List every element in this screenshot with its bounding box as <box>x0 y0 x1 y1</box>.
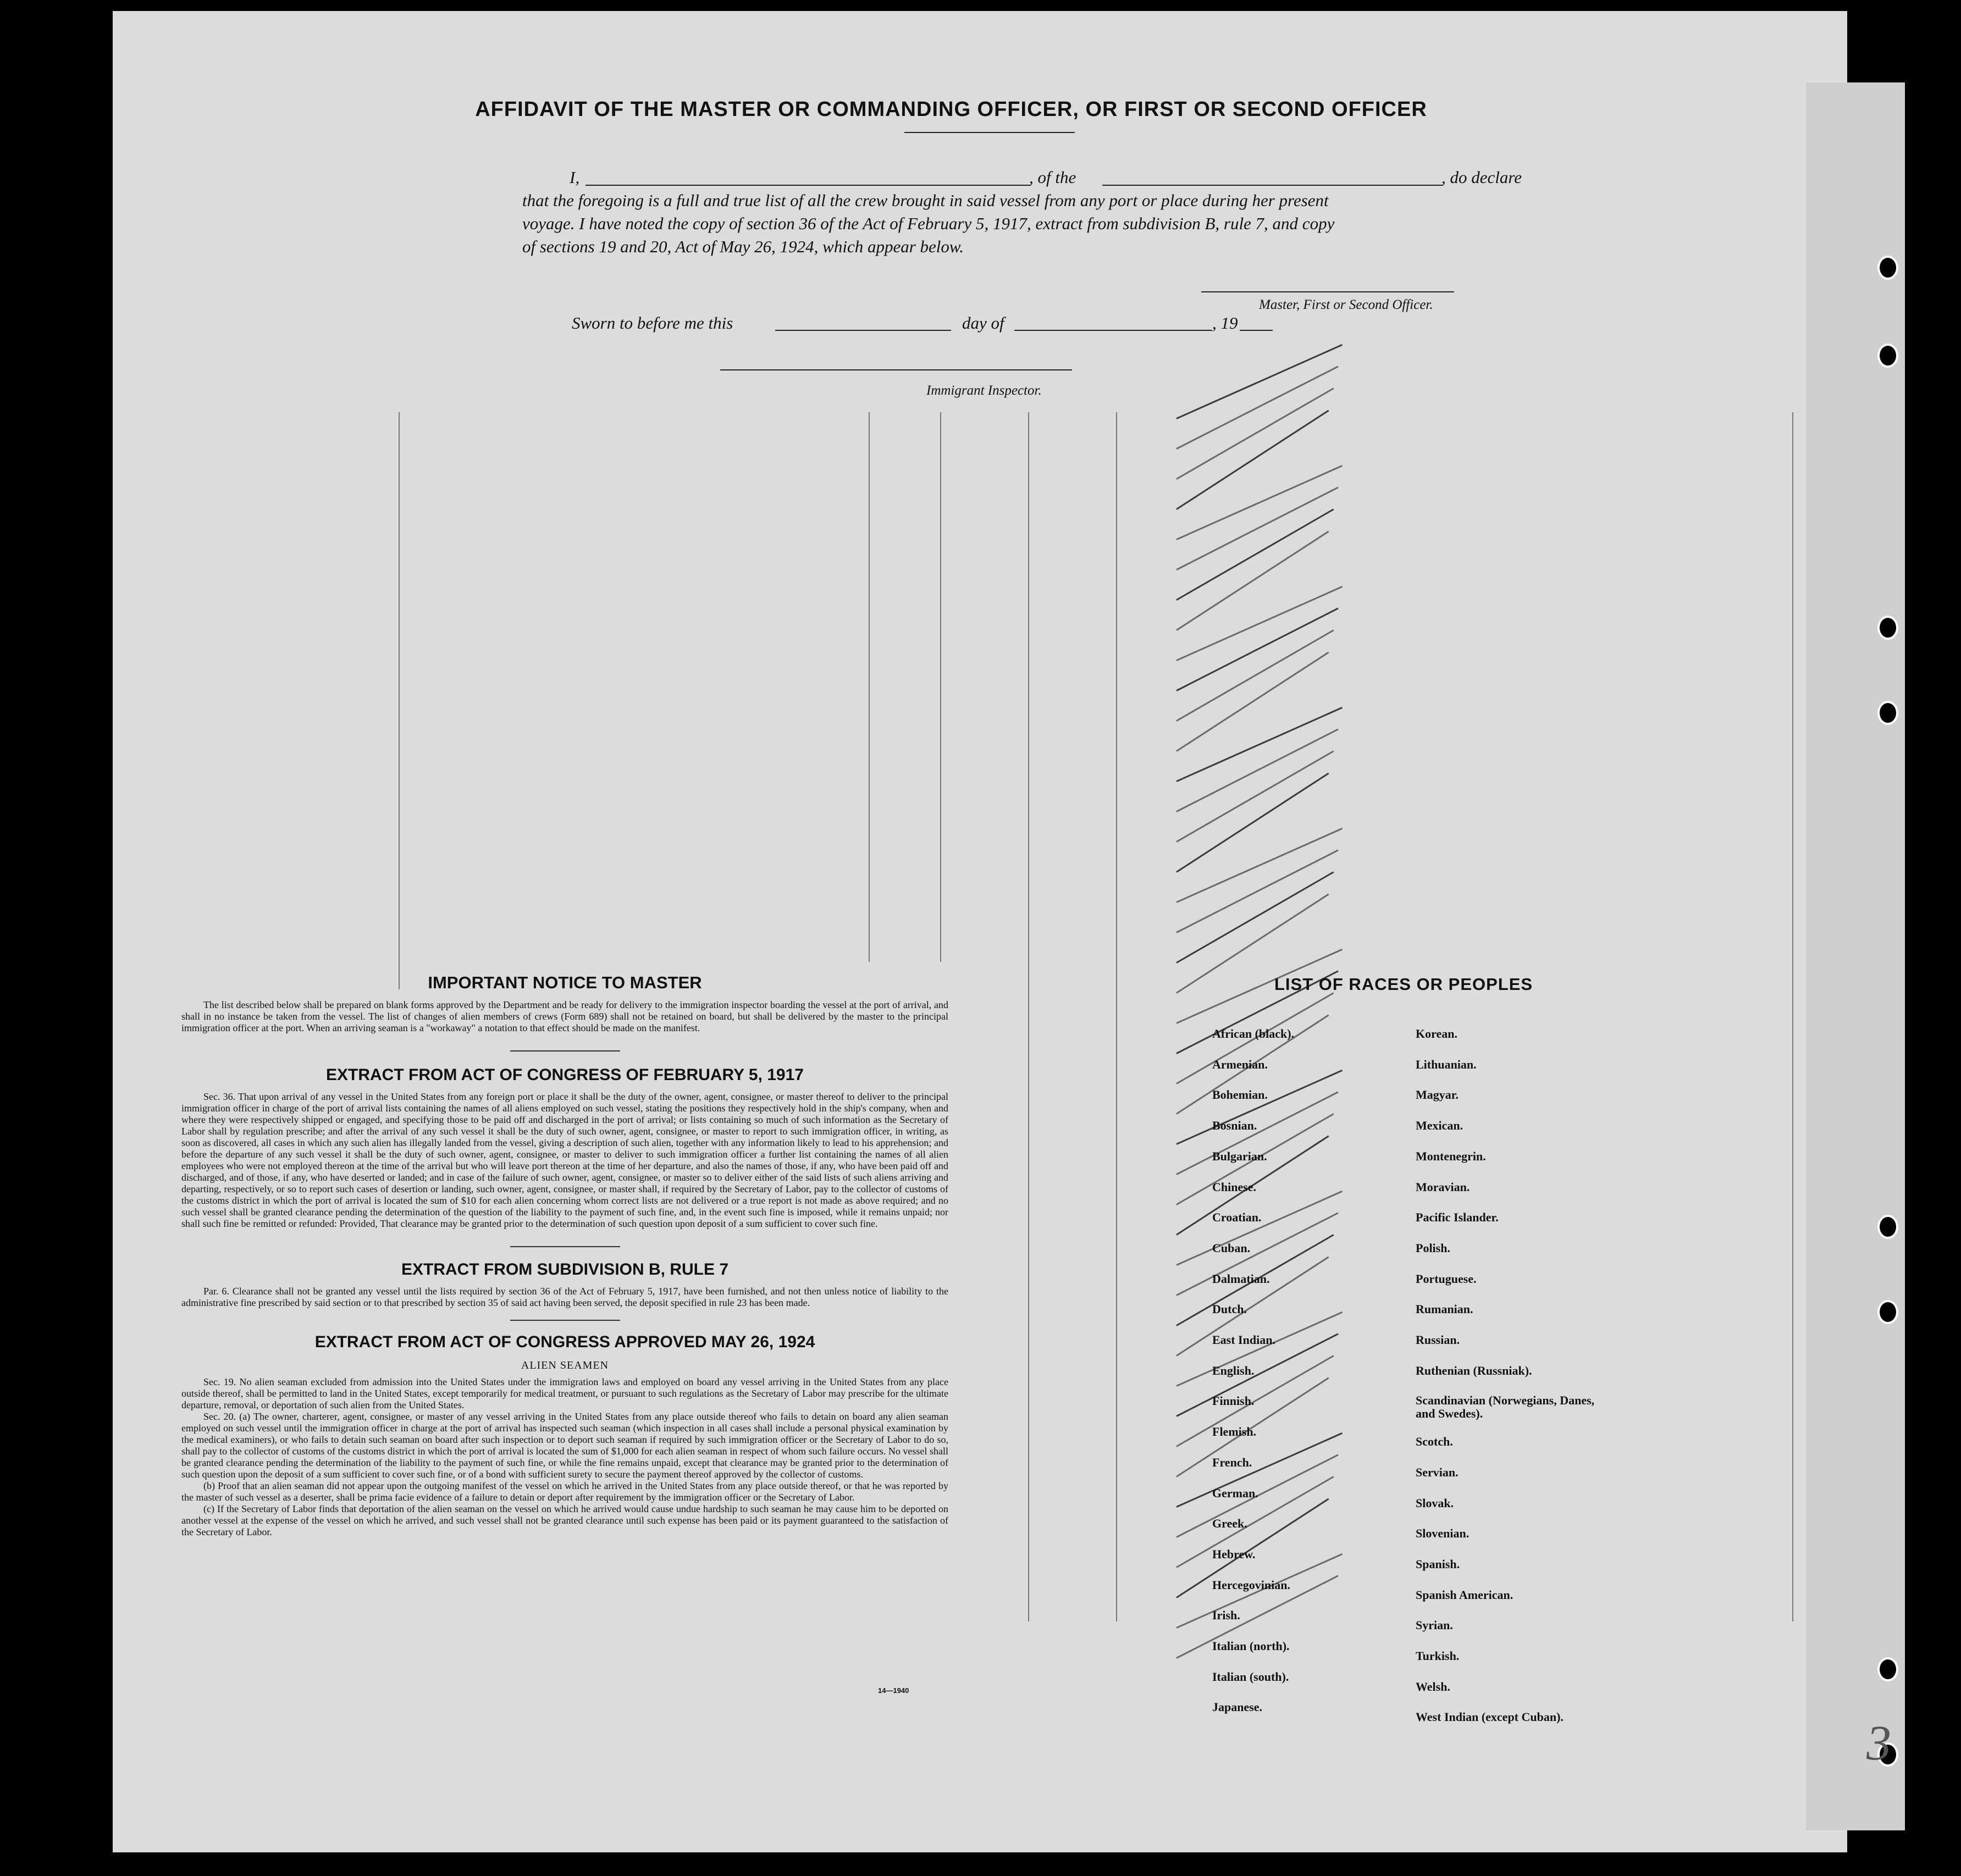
master-signature-line <box>1201 291 1454 292</box>
race-item: Croatian. <box>1212 1210 1262 1225</box>
affidavit-i: I, <box>570 168 580 187</box>
inspector-signature-line <box>720 369 1072 370</box>
race-item: Slovak. <box>1416 1496 1454 1510</box>
binder-hole <box>1877 1657 1898 1681</box>
race-item: Russian. <box>1416 1333 1460 1347</box>
race-item: Turkish. <box>1416 1649 1460 1663</box>
race-item: Armenian. <box>1212 1057 1268 1071</box>
affidavit-title: AFFIDAVIT OF THE MASTER OR COMMANDING OFFICER, OR FIRST OR SECOND OFFICER <box>475 98 1427 121</box>
race-item: Welsh. <box>1416 1679 1450 1694</box>
binder-hole <box>1877 1300 1898 1324</box>
binder-hole <box>1877 344 1898 368</box>
race-item: Korean. <box>1416 1027 1457 1041</box>
sec-19-body: Sec. 19. No alien seaman excluded from admission into the United States under the immigration laws and employed on board any vessel arriving in the United States from any place outside thereof, shall be permitted to land in the United States, except temporarily for medical treatment, or pursuant to such regulations as the Secretary of Labor may prescribe for the ultimate departure, removal, or deportation of such alien from the United States. <box>181 1376 948 1410</box>
affidavit-line-4: of sections 19 and 20, Act of May 26, 1924, which appear below. <box>522 237 964 256</box>
sec-20a-body: Sec. 20. (a) The owner, charterer, agent, consignee, or master of any vessel arriving in the United States from any place outside thereof who fails to detain on board any alien seaman employed on such vessel until the immigration officer in charge at the port of arrival has inspected such seaman (which inspection in all cases shall include a personal physical examination by the medical examiners), or who fails to detain such seaman on board after such inspection or to deport such seaman if required by such immigration officer or the Secretary of Labor to do so, shall pay to the collector of customs of the customs district in which the port of arrival is located the sum of $1,000 for each alien seaman in respect of whom such failure occurs. No vessel shall be granted clearance pending the determination of the liability to the payment of such fine, or while the fine remains unpaid, except that clearance may be granted prior to the determination of such question upon the deposit of a sum sufficient to cover such fine, or of a bond with sufficient surety to secure the payment thereof approved by the collector of customs. <box>181 1411 948 1480</box>
sworn-day-blank <box>775 330 951 331</box>
binder-hole <box>1877 701 1898 725</box>
vessel-blank <box>1102 185 1443 186</box>
bleed-column-line <box>869 412 870 962</box>
race-item: East Indian. <box>1212 1333 1275 1347</box>
race-item: Hebrew. <box>1212 1547 1256 1561</box>
title-underline <box>904 132 1075 133</box>
race-item: Bosnian. <box>1212 1119 1257 1133</box>
race-item: Finnish. <box>1212 1394 1255 1408</box>
sec-20b-body: (b) Proof that an alien seaman did not appear upon the outgoing manifest of the vessel on which he arrived in the United States from any place outside thereof, or that he was reported by the master of such vessel as a deserter, shall be prima facie evidence of a failure to detain or deport after requirement by the immigration officer or the Secretary of Labor. <box>181 1480 948 1503</box>
race-item: Servian. <box>1416 1465 1459 1479</box>
race-item: French. <box>1212 1455 1252 1469</box>
race-item: Pacific Islander. <box>1416 1210 1499 1225</box>
race-item: Magyar. <box>1416 1088 1459 1102</box>
race-item: Chinese. <box>1212 1180 1257 1194</box>
document-page <box>113 11 1847 1852</box>
inspector-label: Immigrant Inspector. <box>926 383 1042 398</box>
sworn-year-blank <box>1240 330 1273 331</box>
race-item: West Indian (except Cuban). <box>1416 1710 1564 1724</box>
race-item: Flemish. <box>1212 1425 1257 1439</box>
race-item: Scotch. <box>1416 1435 1453 1449</box>
alien-seamen-subtitle: ALIEN SEAMEN <box>521 1359 609 1371</box>
extract-rule-7-body: Par. 6. Clearance shall not be granted any vessel until the lists required by section 36 of the Act of February 5, 1917, have been furnished, and not then unless notice of liability to the administrative fine prescribed by said section or to that prescribed by section 35 of said act having been served, the deposit specified in rule 23 has been made. <box>181 1286 948 1308</box>
affidavit-do-declare: , do declare <box>1441 168 1522 187</box>
section-divider <box>510 1320 620 1321</box>
race-item: English. <box>1212 1363 1255 1377</box>
race-item: Lithuanian. <box>1416 1057 1477 1071</box>
sworn-year: , 19 <box>1212 313 1238 333</box>
extract-1917-body: Sec. 36. That upon arrival of any vessel in the United States from any foreign port or place it shall be the duty of the owner, agent, consignee, or master thereof to deliver to the principal immigration officer in charge of the port of arrival lists containing the names of all aliens employed on such vessel, stating the positions they respectively hold in the ship's company, when and where they were respectively shipped or engaged, and specifying those to be paid off and discharged in the port of arrival; or lists containing so much of such information as the Secretary of Labor shall by regulation prescribe; and after the arrival of any such vessel it shall be the duty of such owner, agent, consignee, or master to report to such immigration officer, in writing, as soon as discovered, all cases in which any such alien has illegally landed from the vessel, giving a description of such alien, together with any information likely to lead to his apprehension; and before the departure of any such vessel it shall be the duty of such owner, agent, consignee, or master to deliver to such immigration officer a further list containing the names of all alien employees who were not employed thereon at the time of the arrival but who will leave port thereon at the time of her departure, and also the names of those, if any, who have been paid off and discharged, and of those, if any, who have deserted or landed; and in case of the failure of such owner, agent, consignee, or master so to deliver either of the said lists of such aliens arriving and departing, respectively, or so to report such cases of desertion or landing, such owner, agent, consignee, or master shall, if required by the Secretary of Labor, pay to the collector of customs of the customs district in which the port of arrival is located the sum of $10 for each alien concerning whom correct lists are not delivered or a true report is not made as above required; and no such vessel shall be granted clearance pending the determination of the question of the liability to the payment of such fine, and, in the event such fine is imposed, while it remains unpaid; nor shall such fine be remitted or refunded: Provided, That clearance may be granted prior to the determination of such question upon deposit of a sum sufficient to cover such fine. <box>181 1091 948 1229</box>
race-item: Irish. <box>1212 1608 1240 1623</box>
notice-body: The list described below shall be prepared on blank forms approved by the Department and be ready for delivery to the immigration inspector boarding the vessel at the port of arrival, and shall in no instance be taken from the vessel. The list of changes of alien members of crews (Form 689) shall not be retained on board, but shall be delivered by the master to the principal immigration officer at the port. When an arriving seaman is a "workaway" a notation to that effect should be made on the manifest. <box>181 999 948 1033</box>
bleed-column-line <box>1116 412 1117 1622</box>
race-item: Dalmatian. <box>1212 1271 1270 1286</box>
race-item: African (black). <box>1212 1027 1295 1041</box>
name-blank <box>585 185 1031 186</box>
form-number: 14—1940 <box>878 1686 909 1695</box>
race-item: Portuguese. <box>1416 1271 1477 1286</box>
race-item: Montenegrin. <box>1416 1149 1486 1163</box>
section-divider <box>510 1246 620 1247</box>
binder-hole <box>1877 256 1898 280</box>
affidavit-line-3: voyage. I have noted the copy of section 36 of the Act of February 5, 1917, extract from subdivision B, rule 7, and copy <box>522 214 1335 233</box>
notice-title: IMPORTANT NOTICE TO MASTER <box>428 973 702 992</box>
bleed-column-line <box>1792 412 1793 1622</box>
race-item: Moravian. <box>1416 1180 1470 1194</box>
race-item: Spanish. <box>1416 1557 1460 1571</box>
races-title: LIST OF RACES OR PEOPLES <box>1274 975 1533 994</box>
page-number: 3 <box>1866 1716 1891 1770</box>
sworn-day-of: day of <box>962 313 1004 333</box>
extract-rule-7-title: EXTRACT FROM SUBDIVISION B, RULE 7 <box>401 1260 729 1279</box>
race-item: Bohemian. <box>1212 1088 1268 1102</box>
sworn-prefix: Sworn to before me this <box>572 313 733 333</box>
sworn-month-blank <box>1014 330 1212 331</box>
race-item: Cuban. <box>1212 1241 1251 1255</box>
race-item: Greek. <box>1212 1517 1247 1531</box>
race-item: Italian (north). <box>1212 1639 1290 1653</box>
race-item: Spanish American. <box>1416 1587 1513 1602</box>
race-item: Dutch. <box>1212 1302 1247 1316</box>
race-item: Japanese. <box>1212 1700 1263 1714</box>
affidavit-line-2: that the foregoing is a full and true list of all the crew brought in said vessel from any port or place during her present <box>522 191 1329 210</box>
extract-1917-title: EXTRACT FROM ACT OF CONGRESS OF FEBRUARY 5, 1917 <box>326 1066 804 1084</box>
race-item: Italian (south). <box>1212 1669 1289 1684</box>
bleed-column-line <box>940 412 941 962</box>
extract-1924-title: EXTRACT FROM ACT OF CONGRESS APPROVED MAY 26, 1924 <box>314 1333 815 1351</box>
binder-hole <box>1877 1215 1898 1239</box>
race-item: German. <box>1212 1486 1258 1500</box>
race-item: Ruthenian (Russniak). <box>1416 1363 1532 1377</box>
race-item: Rumanian. <box>1416 1302 1473 1316</box>
race-item: Slovenian. <box>1416 1526 1470 1541</box>
sec-20c-body: (c) If the Secretary of Labor finds that deportation of the alien seaman on the vessel on which he arrived would cause undue hardship to such seaman he may cause him to be deported on another vessel at the expense of the vessel on which he arrived, and such vessel shall not be granted clearance until such expense has been paid or its payment guaranteed to the satisfaction of the Secretary of Labor. <box>181 1503 948 1537</box>
section-divider <box>510 1050 620 1052</box>
race-item: Syrian. <box>1416 1618 1453 1632</box>
race-item: Polish. <box>1416 1241 1450 1255</box>
bleed-column-line <box>1028 412 1029 1622</box>
legal-notices <box>181 973 948 1538</box>
binder-hole <box>1877 616 1898 640</box>
master-label: Master, First or Second Officer. <box>1259 297 1433 312</box>
affidavit-of-the: , of the <box>1029 168 1076 187</box>
race-item: Scandinavian (Norwegians, Danes, and Swedes). <box>1416 1393 1595 1421</box>
bleed-column-line <box>399 412 400 989</box>
race-item: Mexican. <box>1416 1119 1463 1133</box>
race-item: Bulgarian. <box>1212 1149 1267 1163</box>
race-item: Hercegovinian. <box>1212 1578 1290 1592</box>
